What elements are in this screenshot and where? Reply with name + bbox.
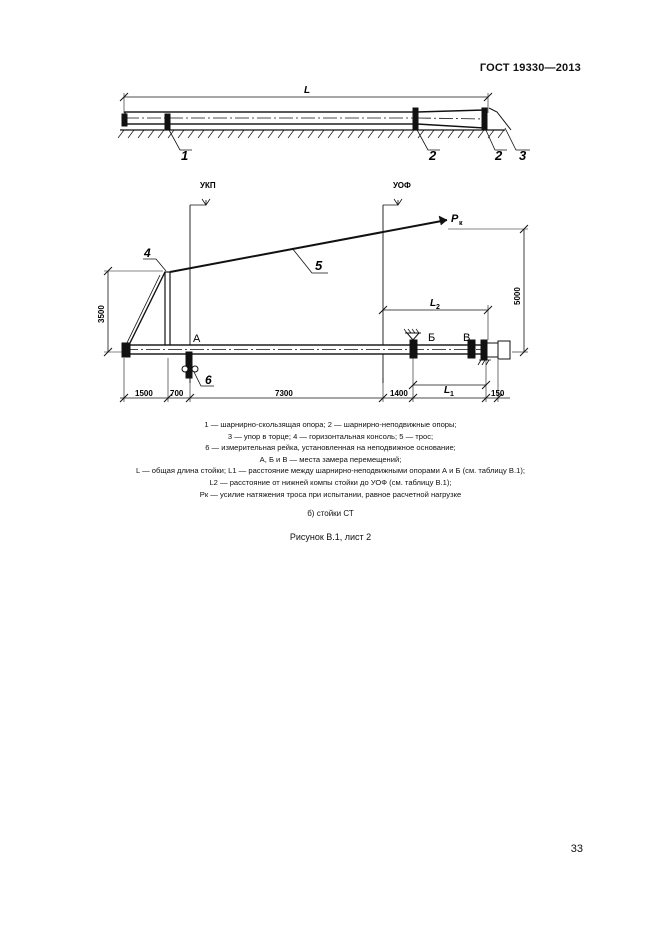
dim-700: 700 — [170, 389, 184, 398]
legend-line: L2 — расстояние от нижней компы стойки до УОФ (см. таблицу В.1); — [209, 477, 452, 487]
callout-4: 4 — [144, 246, 151, 260]
legend-line: 3 — упор в торце; 4 — горизонтальная консоль; 5 — трос; — [227, 431, 434, 441]
figure-caption: Рисунок В.1, лист 2 — [289, 532, 372, 542]
label-uof: УОФ — [393, 181, 411, 190]
dim-L-label: L — [304, 85, 311, 96]
test-scheme-figure — [0, 0, 661, 420]
force-label: P — [451, 213, 459, 225]
dim-3500: 3500 — [97, 305, 106, 323]
dim-L2-sub: 2 — [436, 304, 440, 311]
force-subscript: к — [459, 220, 463, 227]
dim-5000: 5000 — [513, 287, 522, 305]
legend-line: L — общая длина стойки; L1 — расстояние между шарнирно-неподвижными опорами А и Б (см. таблицу В.1); — [136, 466, 525, 476]
callout-2a: 2 — [429, 148, 437, 163]
legend-line: Pк — усилие натяжения троса при испытании, равное расчетной нагрузке — [199, 489, 462, 499]
legend-line: 1 — шарнирно-скользящая опора; 2 — шарнирно-неподвижные опоры; — [204, 420, 457, 429]
legend-line: 6 — измерительная рейка, установленная на неподвижное основание; — [205, 443, 456, 453]
label-ukp: УКП — [200, 181, 216, 190]
figure-legend — [60, 419, 601, 500]
point-v: В — [463, 332, 471, 344]
dim-7300: 7300 — [275, 389, 293, 398]
legend-line: А, Б и В — места замера перемещений; — [259, 454, 402, 464]
page-number: 33 — [570, 843, 583, 855]
dim-1500: 1500 — [135, 389, 153, 398]
callout-1: 1 — [181, 148, 189, 163]
callout-5: 5 — [315, 258, 323, 273]
callout-2b: 2 — [495, 148, 503, 163]
dim-L1-sub: 1 — [450, 391, 454, 398]
callout-6: 6 — [205, 373, 212, 387]
side-view — [104, 199, 528, 402]
dim-1400: 1400 — [390, 389, 408, 398]
dim-L1: L — [444, 385, 451, 396]
point-a: А — [193, 333, 201, 345]
dim-L2: L — [430, 298, 437, 309]
dim-150: 150 — [491, 389, 505, 398]
point-b: Б — [428, 332, 436, 344]
sub-caption: б) стойки СТ — [307, 509, 354, 518]
standard-code: ГОСТ 19330—2013 — [479, 62, 581, 74]
top-view — [118, 93, 530, 150]
callout-3: 3 — [519, 148, 527, 163]
